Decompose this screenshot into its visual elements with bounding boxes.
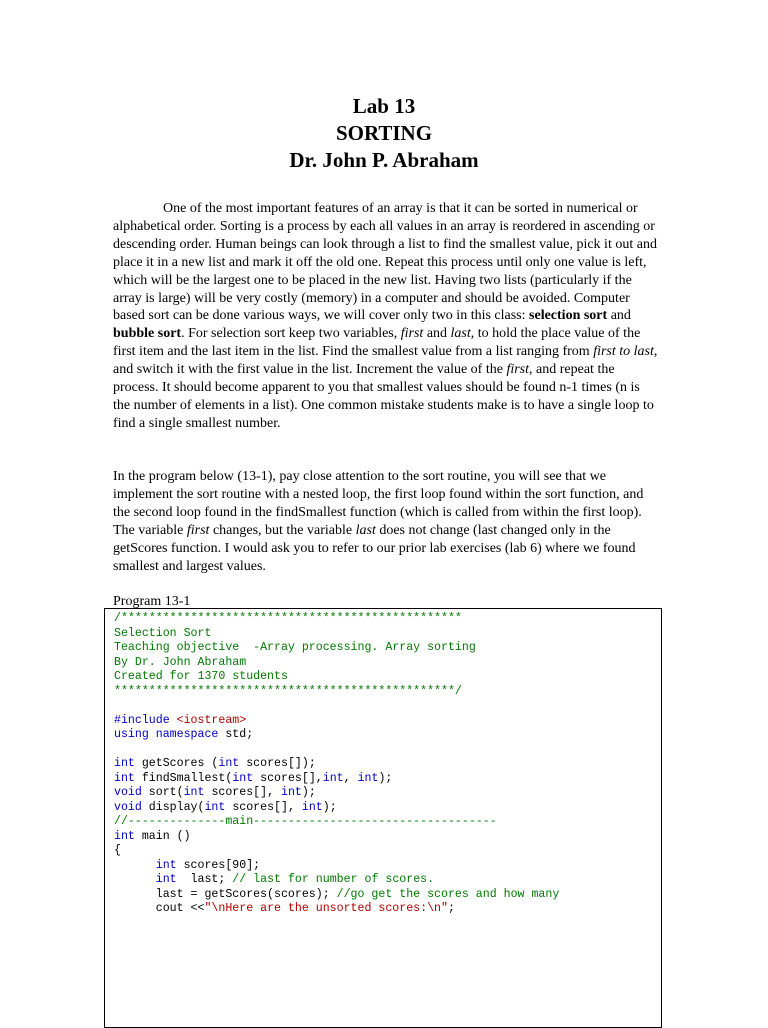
code-token: By Dr. John Abraham bbox=[114, 655, 247, 669]
lab-topic: SORTING bbox=[335, 121, 433, 145]
code-token: /************************************************* bbox=[114, 612, 462, 625]
code-token: scores[], bbox=[211, 786, 282, 799]
code-token: using bbox=[114, 728, 156, 741]
code-token: int bbox=[322, 771, 344, 785]
text-run: and bbox=[423, 326, 451, 342]
program-description-paragraph bbox=[113, 468, 658, 575]
code-line bbox=[114, 859, 661, 874]
code-token: Created for 1370 students bbox=[114, 670, 288, 683]
code-line bbox=[114, 902, 661, 917]
code-line bbox=[114, 888, 661, 903]
lab-number: Lab 13 bbox=[352, 94, 416, 118]
text-run: bubble sort bbox=[113, 326, 182, 342]
text-run: and bbox=[607, 308, 631, 324]
code-line bbox=[114, 641, 661, 656]
text-run: last bbox=[450, 326, 471, 342]
code-line bbox=[114, 801, 661, 816]
code-token: Selection Sort bbox=[114, 626, 212, 640]
code-token: cout << bbox=[114, 902, 205, 915]
code-token: int bbox=[155, 858, 184, 872]
code-token: // last for number of scores. bbox=[232, 873, 435, 886]
code-line bbox=[114, 844, 661, 859]
code-token: int bbox=[301, 800, 323, 814]
text-run: , to hold the place value of the first item and the last item in the list. Find the smallest value from a list ranging from bbox=[113, 326, 641, 360]
code-token: sort( bbox=[148, 786, 184, 799]
text-run: last bbox=[355, 522, 376, 538]
code-line bbox=[114, 728, 661, 743]
code-line bbox=[114, 743, 661, 758]
code-token: scores[], bbox=[260, 771, 323, 785]
code-line bbox=[114, 612, 661, 627]
code-line bbox=[114, 786, 661, 801]
document-title bbox=[0, 93, 768, 174]
code-token: //--------------main----------------------------------- bbox=[114, 815, 497, 828]
code-token: int bbox=[232, 771, 261, 785]
code-line bbox=[114, 772, 661, 787]
text-run: One of the most important features of an array is that it can be sorted in numerical or alphabetical order. Sorting is a process by each all values in an array is reordered in ascending or descending order. Human beings can look through a list to find the smallest value, pick it out and place it in a new list and mark it off the old one. Repeat this process until only one value is left, which will be the largest one to be placed in the new list. Having two lists (particularly if the array is large) will be very costly (memory) in a computer and should be avoided. Computer based sort can be done various ways, we will cover only two in this class: bbox=[113, 201, 657, 324]
code-token: findSmallest( bbox=[141, 771, 233, 785]
code-token: int bbox=[114, 757, 142, 770]
code-token bbox=[114, 873, 156, 886]
text-run: first to last bbox=[593, 344, 654, 360]
text-run: selection sort bbox=[529, 308, 608, 324]
code-token: last = getScores(scores); bbox=[114, 887, 337, 901]
code-token: int bbox=[281, 786, 302, 799]
code-token: int bbox=[218, 757, 247, 770]
code-line bbox=[114, 670, 661, 685]
code-token: #include bbox=[114, 713, 177, 727]
code-line bbox=[114, 699, 661, 714]
text-run: In the program below (13-1), pay close attention to the sort routine, you will see that we implement the sort routine with a nested loop, the first loop found within the sort function, and the second loop found in the findSmallest function (which is called from within the first loop). The variable bbox=[113, 469, 644, 538]
code-token: ); bbox=[378, 771, 393, 785]
code-token: <iostream> bbox=[176, 713, 247, 727]
intro-paragraph bbox=[113, 200, 658, 433]
code-line bbox=[114, 627, 661, 642]
code-line bbox=[114, 714, 661, 729]
code-line bbox=[114, 815, 661, 830]
code-token: last; bbox=[183, 873, 233, 886]
code-token: main () bbox=[141, 829, 191, 843]
code-token: ); bbox=[322, 800, 337, 814]
text-run: , and repeat the process. It should become apparent to you that smallest values should be found n-1 times (n is the number of elements in a list). One common mistake students make is to have a single loop to find a single smallest number. bbox=[113, 362, 654, 431]
code-token: scores[90]; bbox=[183, 858, 261, 872]
code-token: { bbox=[114, 844, 121, 857]
code-token: scores[], bbox=[232, 800, 302, 814]
code-line bbox=[114, 685, 661, 700]
text-run: . For selection sort keep two variables, bbox=[181, 326, 401, 342]
code-token: int bbox=[114, 829, 142, 843]
code-token: ; bbox=[447, 902, 455, 915]
code-token: getScores ( bbox=[141, 757, 219, 770]
code-token: void bbox=[114, 786, 149, 799]
code-line bbox=[114, 873, 661, 888]
code-token: display( bbox=[148, 800, 205, 814]
code-token: int bbox=[357, 771, 379, 785]
code-line bbox=[114, 656, 661, 671]
code-token: Teaching objective -Array processing. Array sorting bbox=[114, 641, 476, 654]
code-token: void bbox=[114, 800, 149, 814]
text-run: , and switch it with the first value in the list. Increment the value of the bbox=[113, 344, 658, 378]
code-token: //go get the scores and how many bbox=[336, 887, 560, 901]
code-token: namespace bbox=[155, 728, 226, 741]
code-token: scores[]); bbox=[246, 757, 316, 770]
program-caption: Program 13-1 bbox=[113, 594, 191, 609]
code-token: *************************************************/ bbox=[114, 684, 462, 698]
code-token: ); bbox=[301, 786, 316, 799]
code-token: , bbox=[343, 771, 358, 785]
code-listing bbox=[104, 608, 662, 1028]
text-run: changes, but the variable bbox=[209, 522, 356, 538]
text-run: does not change (last changed only in the getScores function. I would ask you to refer to our prior lab exercises (lab 6) where we found smallest and largest values. bbox=[113, 522, 636, 574]
code-token: int bbox=[114, 771, 142, 785]
code-token: std; bbox=[225, 728, 254, 741]
code-line bbox=[114, 757, 661, 772]
text-run: first bbox=[400, 326, 424, 342]
code-token bbox=[114, 859, 156, 872]
lab-author: Dr. John P. Abraham bbox=[289, 148, 479, 172]
text-run: first bbox=[506, 362, 530, 378]
code-line bbox=[114, 830, 661, 845]
code-token: int bbox=[204, 800, 233, 814]
text-run: first bbox=[186, 522, 210, 538]
code-token: int bbox=[183, 786, 212, 799]
code-token: int bbox=[155, 873, 184, 886]
code-token: "\nHere are the unsorted scores:\n" bbox=[204, 902, 448, 915]
